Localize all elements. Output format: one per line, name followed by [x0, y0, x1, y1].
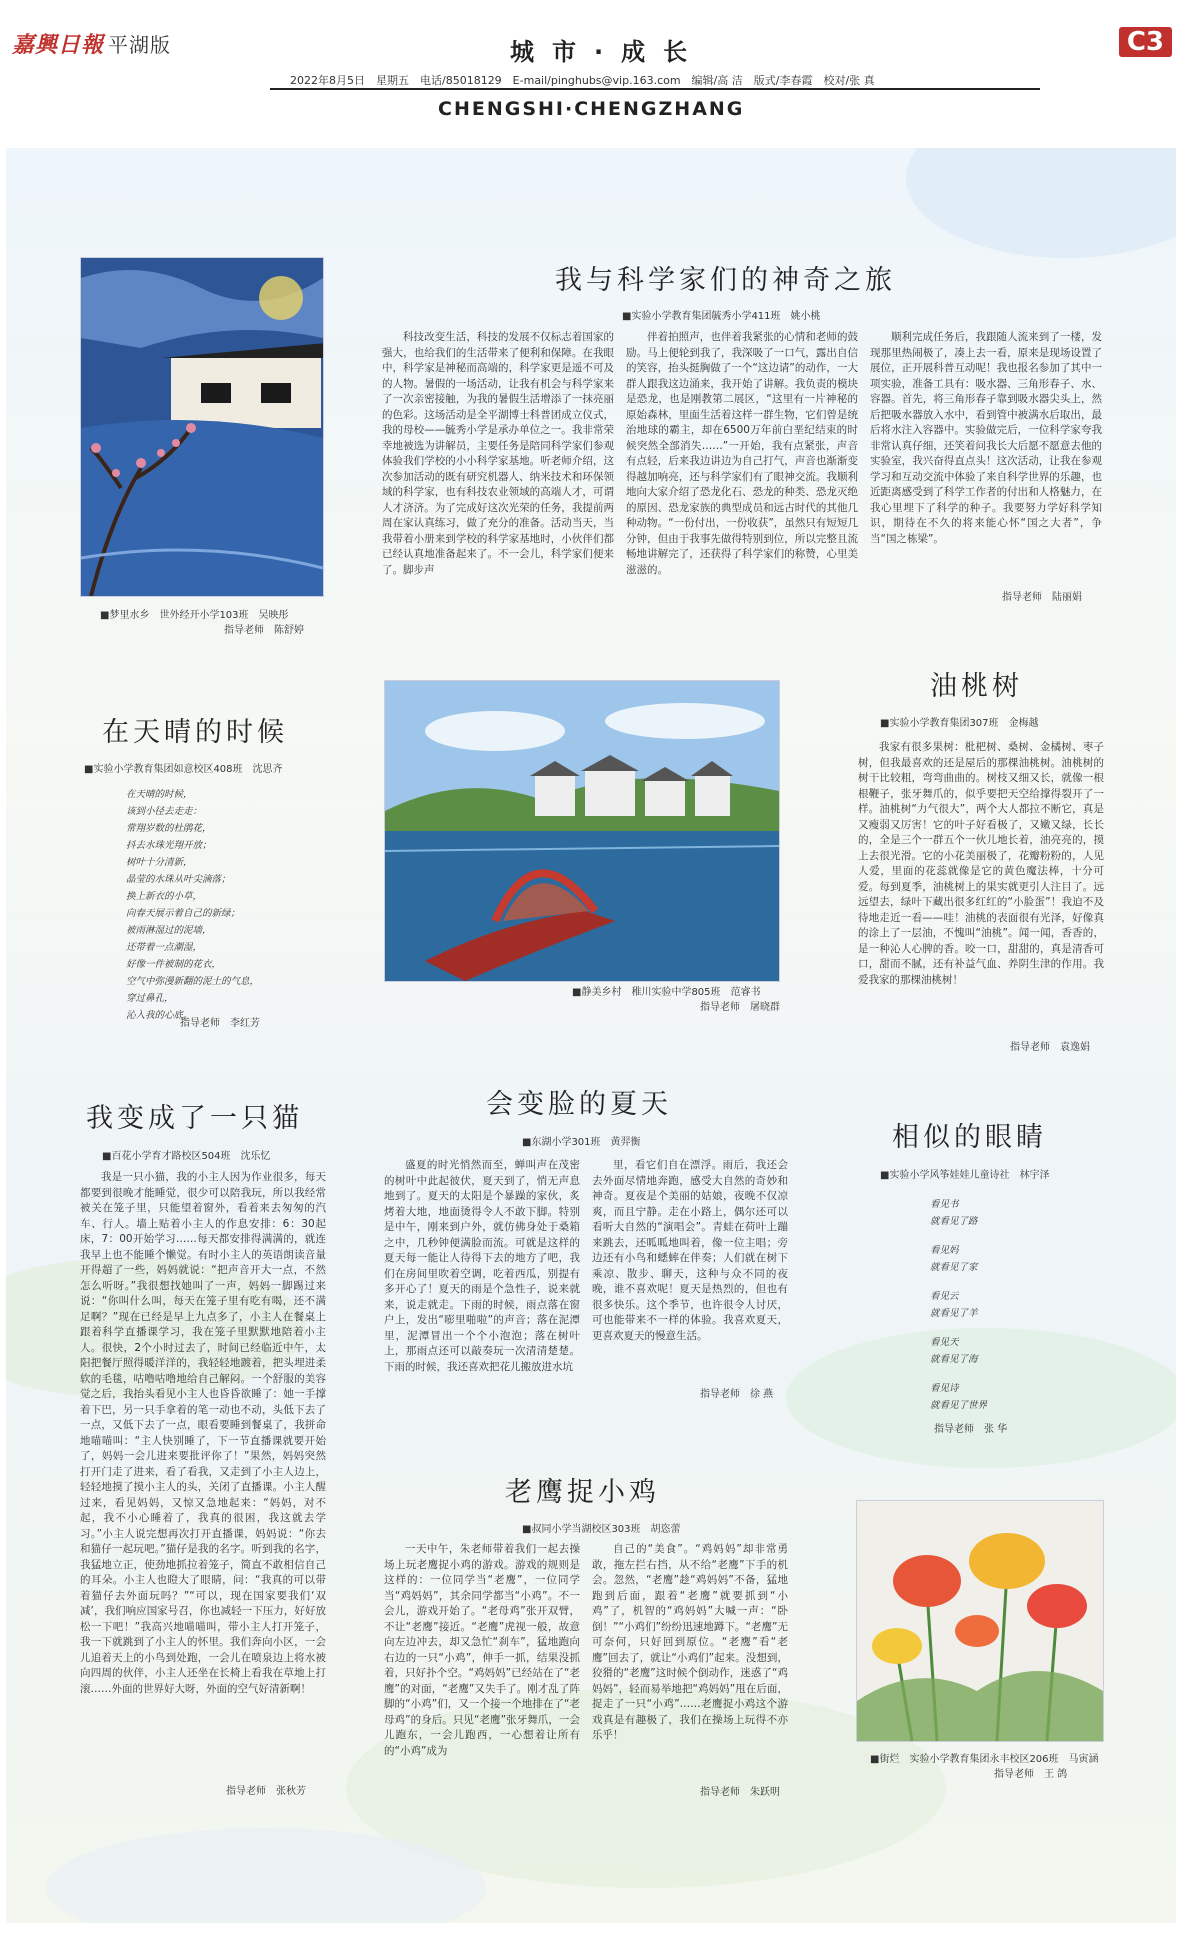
eagle-col-1: 一天中午，朱老师带着我们一起去操场上玩老鹰捉小鸡的游戏。游戏的规则是这样的：一位同学当“老鹰”，一位同学当“鸡妈妈”，其余同学都当“小鸡”。不一会儿，游戏开始了。“老母鸡”张开双臂，不让“老鹰”接近。“老鹰”虎视一般，故意向左边冲去，却又急忙“刹车”，猛地跑向右边的一只“小鸡”，伸手一抓，结果没抓着，只好扑个空。“鸡妈妈”已经站在了“老鹰”的对面，“老鹰”又失手了。刚才乱了阵脚的“小鸡”们，又一个接一个地排在了“老母鸡”的身后。只见“老鹰”张牙舞爪，一会儿跑东，一会儿跑西，一心想着让所有的“小鸡”成为 — [384, 1543, 580, 1757]
caption-teacher: 指导老师 陈舒婷 — [224, 625, 304, 636]
science-col-3: 顺利完成任务后，我跟随人流来到了一楼，发现那里热闹极了，凑上去一看，原来是现场设置了展位，正开展科普互动呢！我也报名参加了其中一项实验，准备工具有：吸水器、三角形春子、水、容器。首先，将三角形春子靠到吸水器尖头上，然后把吸水器放入水中，看到管中被满水后取出，最后将水注入容器中。实验做完后，一位科学家夸我非常认真仔细，还笑着问我长大后愿不愿意去他的实验室，我兴奋得直点头！这次活动，让我在参观学习和互动交流中体验了来自科学世界的乐趣，也近距离感受到了科学工作者的付出和人格魅力，在我心里埋下了科学的种子。我要努力学好科学知识，期待在不久的将来能心怀“国之大者”，争当“国之栋梁”。 — [870, 331, 1102, 545]
poem-line: 在天晴的时候， — [126, 789, 193, 800]
eyes-article-byline: ■实验小学风筝娃娃儿童诗社 林宇泽 — [880, 1170, 1050, 1181]
poem-line: 常翔岁数的杜鹃花， — [126, 823, 212, 834]
poem-line: 好像一件被制的花衣， — [126, 959, 222, 970]
summer-col-2: 里，看它们自在漂浮。雨后，我还会去外面尽情地奔跑，感受大自然的奇妙和神奇。夏夜是个美丽的姑娘，夜晚不仅凉爽，而且宁静。走在小路上，偶尔还可以看听大自然的“演唱会”。青蛙在荷叶上蹦来跳去，还呱呱地叫着，像一位主唱；旁边还有小鸟和蟋蟀在伴奏；人们就在树下乘凉、散步、聊天，这种与众不同的夜晚，谁不喜欢呢！夏天是热烈的，但也有很多快乐。这个季节，也许很令人讨厌，可也能带来不一样的体验。我喜欢夏天，更喜欢夏天的慢意生活。 — [592, 1159, 788, 1342]
section-pinyin: CHENGSHI·CHENGZHANG — [438, 98, 745, 120]
section-title: 城市·成长 — [510, 38, 706, 66]
poem-line: 晶莹的水珠从叶尖滴落； — [126, 874, 231, 885]
caption-text: ■街烂 实验小学教育集团永丰校区206班 马寅涵 — [870, 1754, 1099, 1765]
edition-label: 平湖版 — [108, 33, 172, 57]
tree-teacher: 指导老师 袁逸娟 — [1010, 1042, 1090, 1053]
tree-article-byline: ■实验小学教育集团307班 金梅越 — [880, 718, 1039, 729]
date-info-line: 2022年8月5日 星期五 电话/85018129 E-mail/pinghubs@vip.163.com 编辑/高 洁 版式/李春霞 校对/张 真 — [290, 74, 875, 87]
poem-line: 就看见了家 — [930, 1262, 978, 1273]
summer-col-1: 盛夏的时光悄然而至，蝉叫声在茂密的树叶中此起彼伏，夏天到了，悄无声息地到了。夏天的太阳是个暴躁的家伙，炙烤着大地，地面烫得令人不敢下脚。特别是中午，刚来到户外，就仿佛身处于桑箱之中，几秒钟便满脸而流。可就是这样的夏天每一能让人待得下去的地方了吧，我们在房间里吹着空调，吃着西瓜，别提有多开心了！夏天的雨是个急性子，说来就来，说走就走。下雨的时候，雨点落在窗户上，发出“嘭里啪啦”的声音；落在泥潭里，泥潭冒出一个个小泡泡；落在树叶上，那雨点还可以敲奏玩一次清清楚楚。下雨的时候，我还喜欢把花儿搬放进水坑 — [384, 1159, 580, 1373]
science-article-byline: ■实验小学教育集团毓秀小学411班 姚小桃 — [622, 311, 821, 322]
poem-line: 还带着一点潮湿， — [126, 942, 203, 953]
sunny-teacher: 指导老师 李红芳 — [180, 1018, 260, 1029]
poem-line: 就看见了海 — [930, 1354, 978, 1365]
painting-poppies — [856, 1500, 1104, 1742]
caption-teacher: 指导老师 屠晓群 — [700, 1002, 780, 1013]
poem-line: 看见妈 — [930, 1245, 959, 1256]
poem-line: 穿过鼻孔， — [126, 993, 174, 1004]
poem-line: 就看见了世界 — [930, 1400, 988, 1411]
tree-article-title: 油桃树 — [930, 671, 1023, 702]
eagle-col-2: 自己的“美食”。“鸡妈妈”却非常勇敢，拖左拦右挡，从不给“老鹰”下手的机会。忽然，“老鹰”趁“鸡妈妈”不备，猛地跑到后面，跟着“老鹰”就要抓到“小鸡”了，机智的“鸡妈妈”大喊一声：“卧倒！”“小鸡们”纷纷迅速地蹲下。“老鹰”无可奈何，只好回到原位。“老鹰”看“老鹰”回去了，就让“小鸡们”起来。没想到，狡猾的“老鹰”这时候个倒动作，迷惑了“鸡妈妈”，轻而易举地把“鸡妈妈”甩在后面，捉走了一只“小鸡”……老鹰捉小鸡这个游戏真是有趣极了，我们在操场上玩得不亦乐乎！ — [592, 1543, 788, 1741]
eagle-article-byline: ■叔同小学当湖校区303班 胡恣蕾 — [522, 1524, 681, 1535]
poem-line: 该到小径去走走： — [126, 806, 203, 817]
poem-line: 看见云 — [930, 1291, 959, 1302]
poem-line: 向春天展示着自己的新绿； — [126, 908, 241, 919]
eyes-poem — [930, 1196, 1080, 1414]
summer-article-byline: ■东湖小学301班 黄羿衡 — [522, 1137, 641, 1148]
science-article-title: 我与科学家们的神奇之旅 — [555, 265, 896, 296]
cat-text: 我是一只小猫，我的小主人因为作业很多，每天都要到很晚才能睡觉，很少可以陪我玩，所以我经常被关在笼子里，只能望着窗外，看着来去匆匆的汽车、行人。墙上贴着小主人的作息安排：6：30起床，7：00开始学习……每天都安排得满满的，就连我早上也不能睡个懒觉。有时小主人的英语朗读音量开得超了一些，妈妈就说：“把声音开大一点，不然怎么听呀。”我很想找她叫了一声，妈妈一脚踢过来说：“你叫什么叫，每天在笼子里有吃有喝，还不满足啊？”现在已经是早上九点多了，小主人在餐桌上跟着科学直播课学习，我在笼子里默默地陪着小主人。很快，2个小时过去了，时间已经临近中午，太阳把餐厅照得暖洋洋的，我轻轻地踱着，把头埋进柔软的毛毯，咕噜咕噜地给自己解闷。一个舒服的美容觉之后，我抬头看见小主人也昏昏欲睡了：她一手撑着下巴，另一只手拿着的笔一动也不动，头低下去了一点，又低下去了一点，眼看要睡到餐桌了，我拼命地喵喵叫：“主人快别睡了，下一节直播课就要开始了，妈妈一会儿进来要批评你了！”果然，妈妈突然打开门走了进来，看了看我，又走到了小主人边上，轻轻地摸了摸小主人的头，关闭了直播课。小主人醒过来，看见妈妈，又惊又急地起来：“妈妈，对不起，我不小心睡着了，我真的很困，我这就去学习。”小主人说完想再次打开直播课，妈妈说：“你去和猫仔一起玩吧。”猫仔是我的名字。听到我的名字，我猛地立正，使劲地抓拉着笼子，简直不敢相信自己的耳朵。小主人也瞪大了眼睛，问：“我真的可以带着猫仔去外面玩吗？”“可以，现在国家要我们‘双减’，我们响应国家号召，你也减轻一下压力，好好放松一下吧！”我高兴地喵喵叫，带小主人打开笼子，我一下就跳到了小主人的怀里。我们奔向小区，一会儿追着天上的小鸟到处跑，一会儿在喷泉边上将水被向四周的伙伴，小主人还坐在长椅上看我在草地上打滚……外面的世界好大呀，外面的空气好清新啊！ — [80, 1171, 326, 1695]
science-col-1: 科技改变生活，科技的发展不仅标志着国家的强大，也给我们的生活带来了便利和保障。在我眼中，科学家是神秘而高端的，科学家更是遥不可及的人物。暑假的一场活动，让我有机会与科学家来了一次亲密接触，为我的暑假生活增添了一抹亮丽的色彩。这场活动是全平湖博士科普团成立仪式，我的母校——毓秀小学是承办单位之一。我非常荣幸地被选为讲解员，主要任务是陪同科学家们参观体验我们学校的小小科学家基地。听老师介绍，这次参加活动的既有研究机器人、纳米技术和环保领域的科学家，也有科技农业领域的高端人才，可谓人才济济。为了完成好这次光荣的任务，我提前两周在家认真练习，做了充分的准备。活动当天，当我带着小册来到学校的科学家基地时，小伙伴们都已经认真地准备起来了。不一会儿，科学家们便来了。脚步声 — [382, 331, 614, 576]
poem-line: 看见诗 — [930, 1383, 959, 1394]
summer-teacher: 指导老师 徐 燕 — [700, 1389, 774, 1400]
sunny-article-byline: ■实验小学教育集团如意校区408班 沈思齐 — [84, 764, 283, 775]
painting-water-town — [80, 257, 324, 597]
eyes-teacher: 指导老师 张 华 — [934, 1424, 1008, 1435]
science-teacher: 指导老师 陆丽娟 — [1002, 592, 1082, 603]
poem-line: 抖去水珠光翔开放； — [126, 840, 212, 851]
poem-line: 看见书 — [930, 1199, 959, 1210]
cat-article-title: 我变成了一只猫 — [86, 1103, 303, 1134]
poem-line: 看见天 — [930, 1337, 959, 1348]
photo-village-caption — [572, 985, 780, 1015]
tree-text: 我家有很多果树：枇杷树、桑树、金橘树、枣子树，但我最喜欢的还是屋后的那棵油桃树。油桃树的树干比较粗，弯弯曲曲的。树枝又细又长，就像一根根鞭子，张牙舞爪的，似乎要把天空给撑得裂开了一样。油桃树“力气很大”，两个大人都拉不断它，真是又瘦弱又厉害！它的叶子好看极了，又嫩又绿，长长的，全是三个一群五个一伙儿地长着，油亮亮的，摸上去很光滑。它的小花美丽极了，花瓣粉粉的，人见人爱，里面的花蕊就像是它的黄色魔法棒，十分可爱。每到夏季，油桃树上的果实就更引人注目了。远远望去，绿叶下藏出很多红红的“小脸蛋”！我迫不及待地走近一看——哇！油桃的表面很有光泽，好像真的涂上了一层油，不愧叫“油桃”。闻一闻，香香的，是一种沁人心脾的香。咬一口，甜甜的，真是清香可口，甜而不腻，还有补益气血、养阴生津的作用。我爱我家的那棵油桃树！ — [858, 741, 1104, 986]
poem-line: 就看见了羊 — [930, 1308, 978, 1319]
cat-teacher: 指导老师 张秋芳 — [226, 1786, 306, 1797]
painting1-caption — [100, 608, 340, 638]
header-divider — [270, 88, 1040, 90]
poem-line: 树叶十分清新， — [126, 857, 193, 868]
science-col-2: 伴着拍照声，也伴着我紧张的心情和老师的鼓励。马上便轮到我了，我深吸了一口气，露出自信的笑容，抬头挺胸做了一个“这边请”的动作，一大群人跟我这边涌来，我开始了讲解。我负责的模块是恐龙，也是刚教第二展区，“这里有一片神秘的原始森林，里面生活着这样一群生物，它们曾是统治地球的霸主，却在6500万年前白垩纪结束的时候突然全部消失……”一开始，我有点紧张，声音有点轻，后来我边讲边为自己打气，声音也渐渐变得越加响亮，还与科学家们有了眼神交流。我顺利地向大家介绍了恐龙化石、恐龙的种类、恐龙灭绝的原因、恐龙家族的典型成员和远古时代的其他几种动物。“一份付出，一份收获”，虽然只有短短几分钟，但由于我事先做得特别到位，所以完整且流畅地讲解完了，还获得了科学家们的称赞，心里美滋滋的。 — [626, 331, 858, 576]
eagle-article-title: 老鹰捉小鸡 — [505, 1477, 660, 1508]
page-number-badge: C3 — [1119, 27, 1172, 57]
eyes-article-title: 相似的眼睛 — [892, 1122, 1047, 1153]
eagle-teacher: 指导老师 朱跃明 — [700, 1787, 780, 1798]
caption-teacher: 指导老师 王 鸽 — [994, 1769, 1068, 1780]
poem-line: 被雨淋湿过的泥墙， — [126, 925, 212, 936]
photo-quiet-village — [384, 680, 780, 982]
painting2-caption — [870, 1752, 1110, 1782]
poem-line: 换上新衣的小草， — [126, 891, 203, 902]
newspaper-logo: 嘉興日報 平湖版 — [12, 32, 172, 58]
caption-text: ■梦里水乡 世外经开小学103班 吴映彤 — [100, 610, 289, 621]
sunny-article-title: 在天晴的时候 — [102, 717, 288, 748]
sunny-poem — [126, 786, 326, 1024]
poem-line: 沁入我的心底。 — [126, 1010, 193, 1021]
summer-article-title: 会变脸的夏天 — [486, 1089, 672, 1120]
caption-text: ■静美乡村 稚川实验中学805班 范睿书 — [572, 987, 761, 998]
poem-line: 空气中弥漫新翻的泥土的气息， — [126, 976, 260, 987]
poem-line: 就看见了路 — [930, 1216, 978, 1227]
cat-article-byline: ■百花小学育才路校区504班 沈乐忆 — [102, 1151, 271, 1162]
